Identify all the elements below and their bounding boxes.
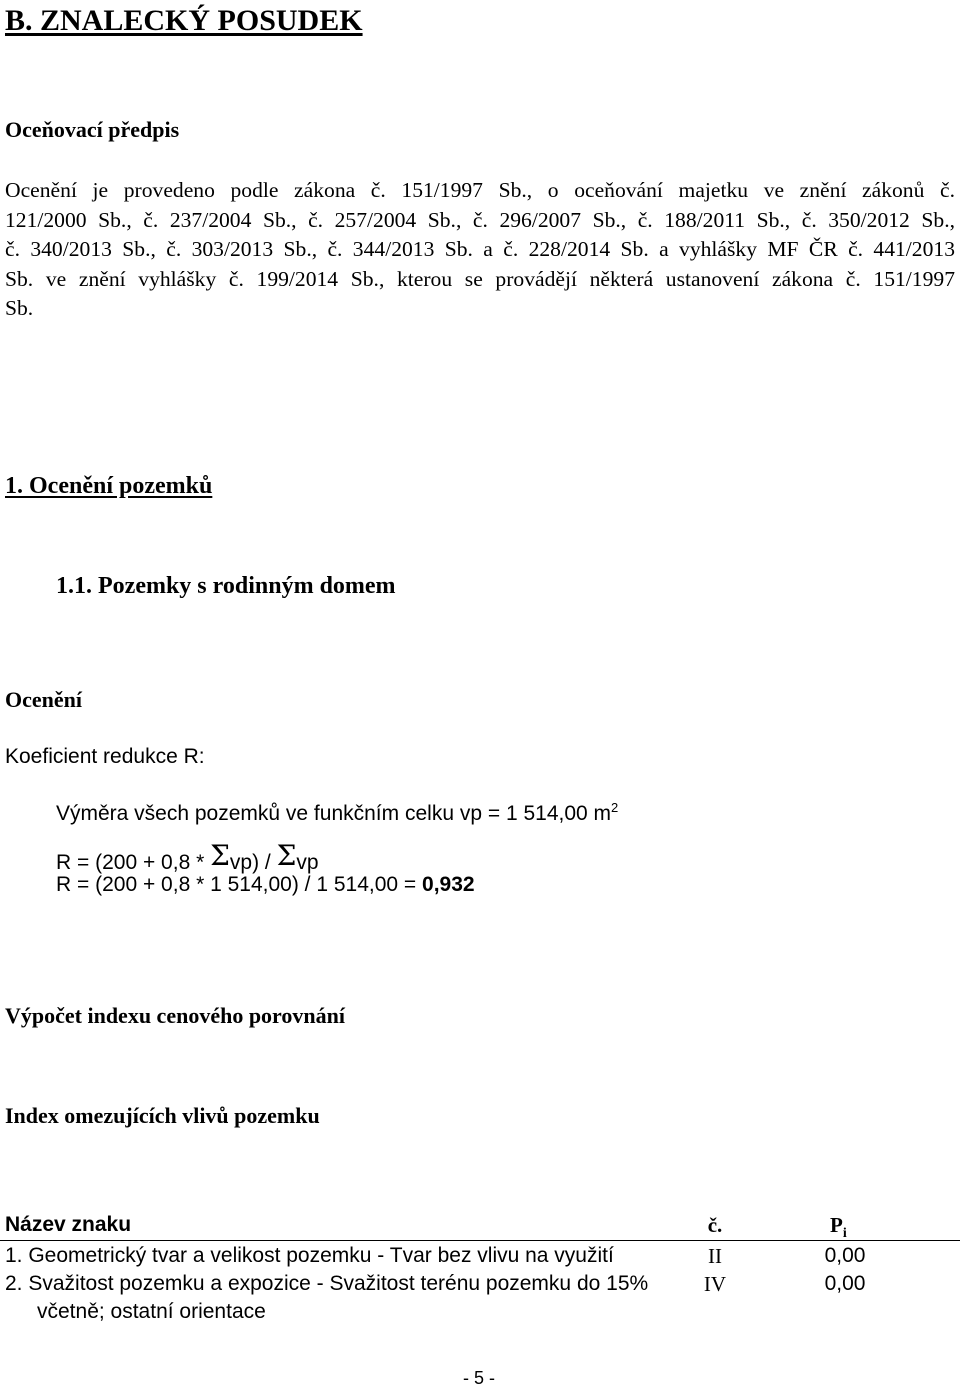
section-1-1-title: 1.1. Pozemky s rodinným domem xyxy=(56,573,396,599)
paragraph-line: 121/2000 Sb., č. 237/2004 Sb., č. 257/2004 Sb., č. 296/2007 Sb., č. 188/2011 Sb., č. 350/2012 Sb., xyxy=(5,207,955,232)
formula-part-c: vp xyxy=(296,851,319,874)
column-header-p: $P_i$ xyxy=(830,1213,847,1242)
area-exponent: 2 xyxy=(611,800,619,815)
limiting-index-heading: Index omezujících vlivů pozemku xyxy=(5,1103,320,1128)
row-p-value: 0,00 xyxy=(824,1244,866,1267)
sigma-symbol: Σ xyxy=(210,839,230,872)
row-number: II xyxy=(708,1244,722,1268)
valuation-heading: Ocenění xyxy=(5,687,82,712)
paragraph-line: Sb. xyxy=(5,296,34,321)
coefficient-label: Koeficient redukce R: xyxy=(5,745,205,768)
table-row xyxy=(0,1241,960,1269)
area-line xyxy=(56,800,618,826)
paragraph-line: Sb. ve znění vyhlášky č. 199/2014 Sb., kterou se provádějí některá ustanovení zákona č. 151/1997 xyxy=(5,266,955,291)
paragraph-line: Ocenění je provedeno podle zákona č. 151/1997 Sb., o oceňování majetku ve znění zákonů č. xyxy=(5,178,955,202)
row-name-continuation: včetně; ostatní orientace xyxy=(37,1300,266,1323)
sigma-symbol: Σ xyxy=(276,839,297,872)
calculation-result: 0,932 xyxy=(422,873,475,896)
table-header xyxy=(0,1210,960,1241)
section-1-title: 1. Ocenění pozemků xyxy=(5,473,213,499)
column-header-number: č. xyxy=(707,1213,723,1237)
document-title: B. ZNALECKÝ POSUDEK xyxy=(5,4,363,37)
index-calc-heading: Výpočet indexu cenového porovnání xyxy=(5,1003,346,1028)
row-number: IV xyxy=(703,1272,727,1296)
row-name: 2. Svažitost pozemku a expozice - Svažitost terénu pozemku do 15% xyxy=(5,1272,649,1295)
calculation-line xyxy=(56,873,475,897)
row-name: 1. Geometrický tvar a velikost pozemku - Tvar bez vlivu na využití xyxy=(5,1244,614,1267)
table-row-continuation xyxy=(0,1297,960,1325)
paragraph-line: č. 340/2013 Sb., č. 303/2013 Sb., č. 344/2013 Sb. a č. 228/2014 Sb. a vyhlášky MF ČR č. 441/2013 xyxy=(5,237,955,262)
area-text: Výměra všech pozemků ve funkčním celku vp = 1 514,00 m xyxy=(56,802,612,825)
limiting-index-table xyxy=(0,1210,960,1325)
page-number: - 5 - xyxy=(463,1368,496,1388)
formula-part-b: vp) / xyxy=(229,851,277,874)
table-row xyxy=(0,1269,960,1297)
formula-part-a: R = (200 + 0,8 * xyxy=(56,851,211,874)
formula-line xyxy=(56,839,319,876)
row-p-value: 0,00 xyxy=(824,1272,866,1295)
column-header-name: Název znaku xyxy=(5,1213,132,1236)
valuation-rule-heading: Oceňovací předpis xyxy=(5,117,180,142)
calculation-text: R = (200 + 0,8 * 1 514,00) / 1 514,00 = xyxy=(56,873,423,896)
valuation-rule-paragraph xyxy=(5,176,955,324)
